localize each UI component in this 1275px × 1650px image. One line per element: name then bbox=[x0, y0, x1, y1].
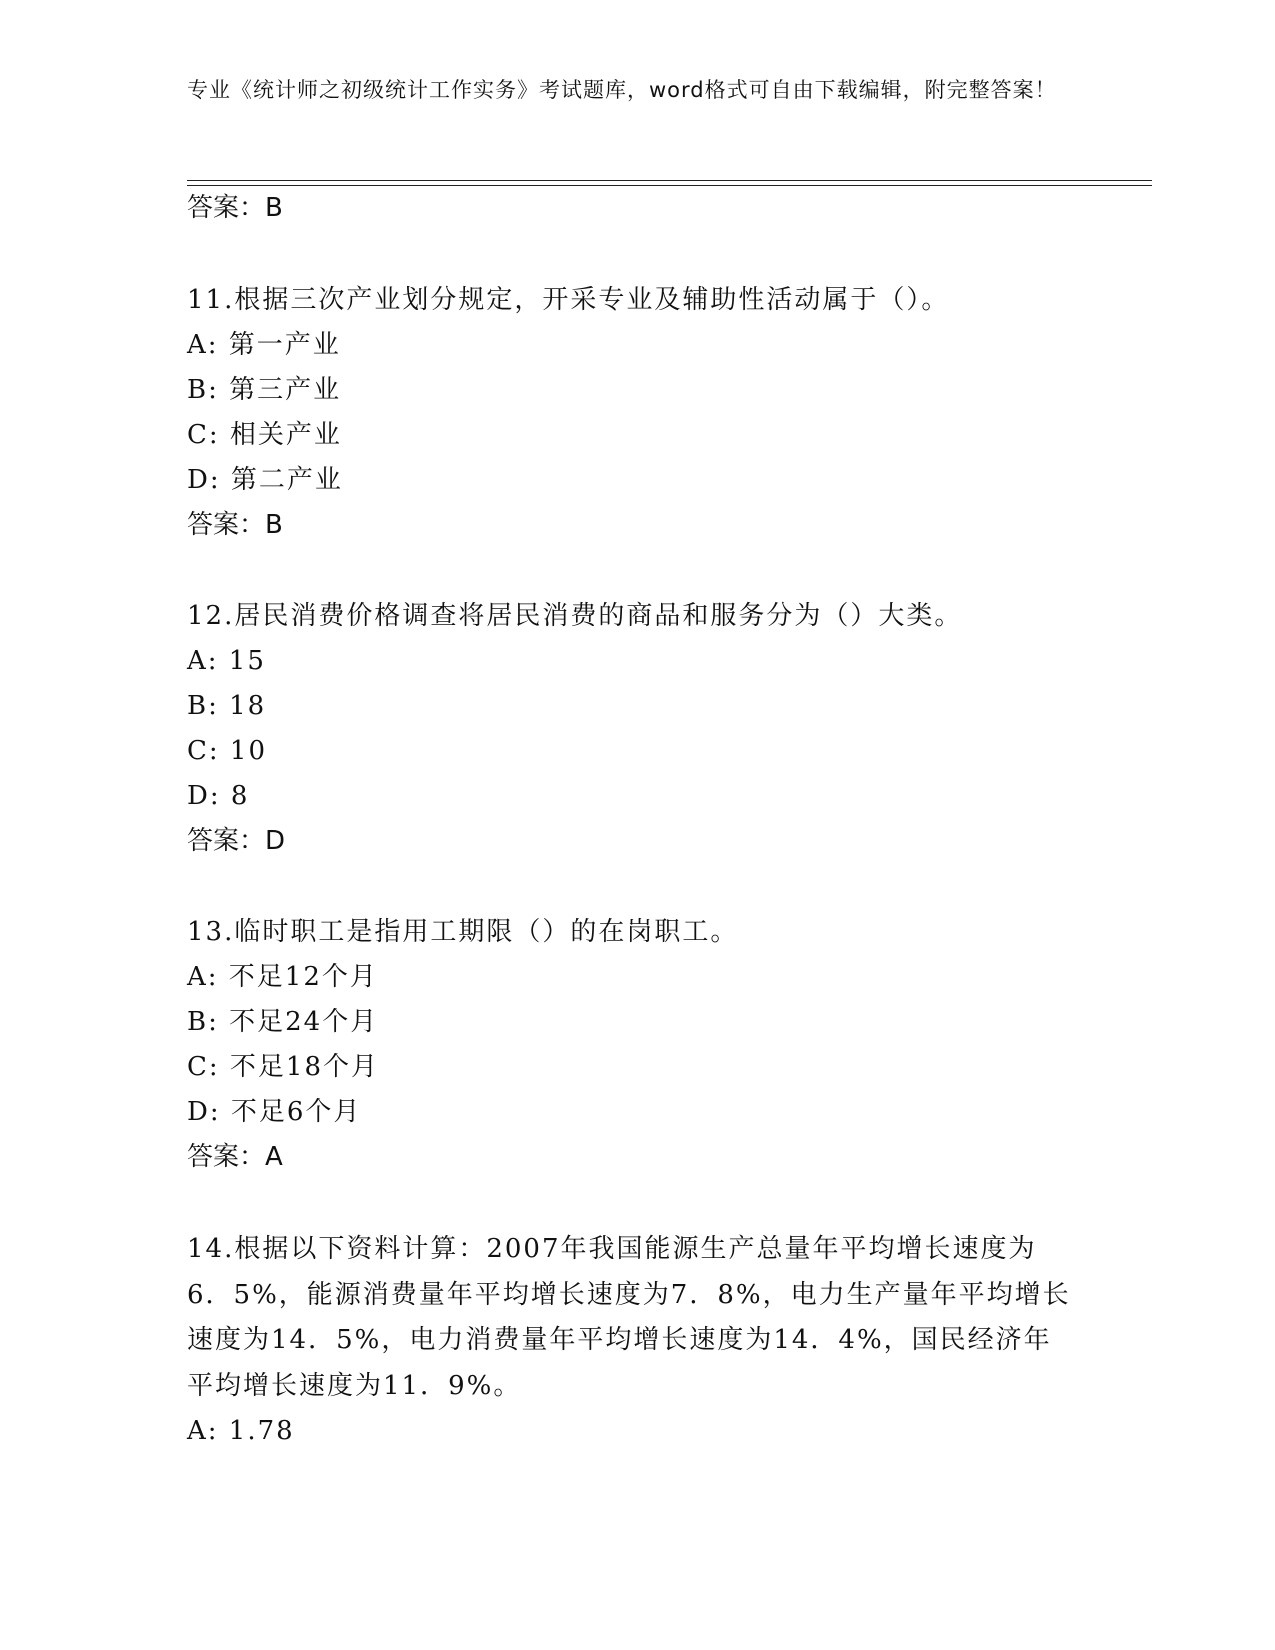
question-12-option-c: C: 10 bbox=[187, 736, 268, 766]
question-13-option-c: C: 不足18个月 bbox=[187, 1052, 380, 1082]
answer-q11: 答案：B bbox=[187, 510, 283, 540]
question-13-option-d: D: 不足6个月 bbox=[187, 1097, 362, 1127]
question-12-text: 12.居民消费价格调查将居民消费的商品和服务分为（）大类。 bbox=[187, 601, 963, 631]
question-13-option-a: A: 不足12个月 bbox=[187, 962, 378, 992]
answer-q13: 答案：A bbox=[187, 1142, 283, 1172]
question-12-option-d: D: 8 bbox=[187, 781, 250, 811]
question-11-option-d: D: 第二产业 bbox=[187, 465, 343, 495]
question-14-text: 14.根据以下资料计算：2007年我国能源生产总量年平均增长速度为6．5%，能源消费量年平均增长速度为7．8%，电力生产量年平均增长速度为14．5%，电力消费量年平均增长速度为14．4%，国民经济年平均增长速度为11．9%。 bbox=[187, 1234, 1071, 1401]
question-11-option-a: A: 第一产业 bbox=[187, 330, 341, 360]
header-divider-bottom bbox=[187, 185, 1152, 186]
document-header: 专业《统计师之初级统计工作实务》考试题库，word格式可自由下载编辑，附完整答案！ bbox=[187, 78, 1057, 102]
question-14-option-a: A: 1.78 bbox=[187, 1416, 295, 1446]
question-13-option-b: B: 不足24个月 bbox=[187, 1007, 379, 1037]
question-11-text: 11.根据三次产业划分规定，开采专业及辅助性活动属于（）。 bbox=[187, 285, 950, 315]
question-12-option-a: A: 15 bbox=[187, 646, 266, 676]
answer-q12: 答案：D bbox=[187, 826, 286, 856]
question-13-text: 13.临时职工是指用工期限（）的在岗职工。 bbox=[187, 917, 739, 947]
question-12-option-b: B: 18 bbox=[187, 691, 267, 721]
header-divider-top bbox=[187, 180, 1152, 181]
question-11-option-b: B: 第三产业 bbox=[187, 375, 342, 405]
question-11-option-c: C: 相关产业 bbox=[187, 420, 342, 450]
answer-q10: 答案：B bbox=[187, 193, 283, 223]
